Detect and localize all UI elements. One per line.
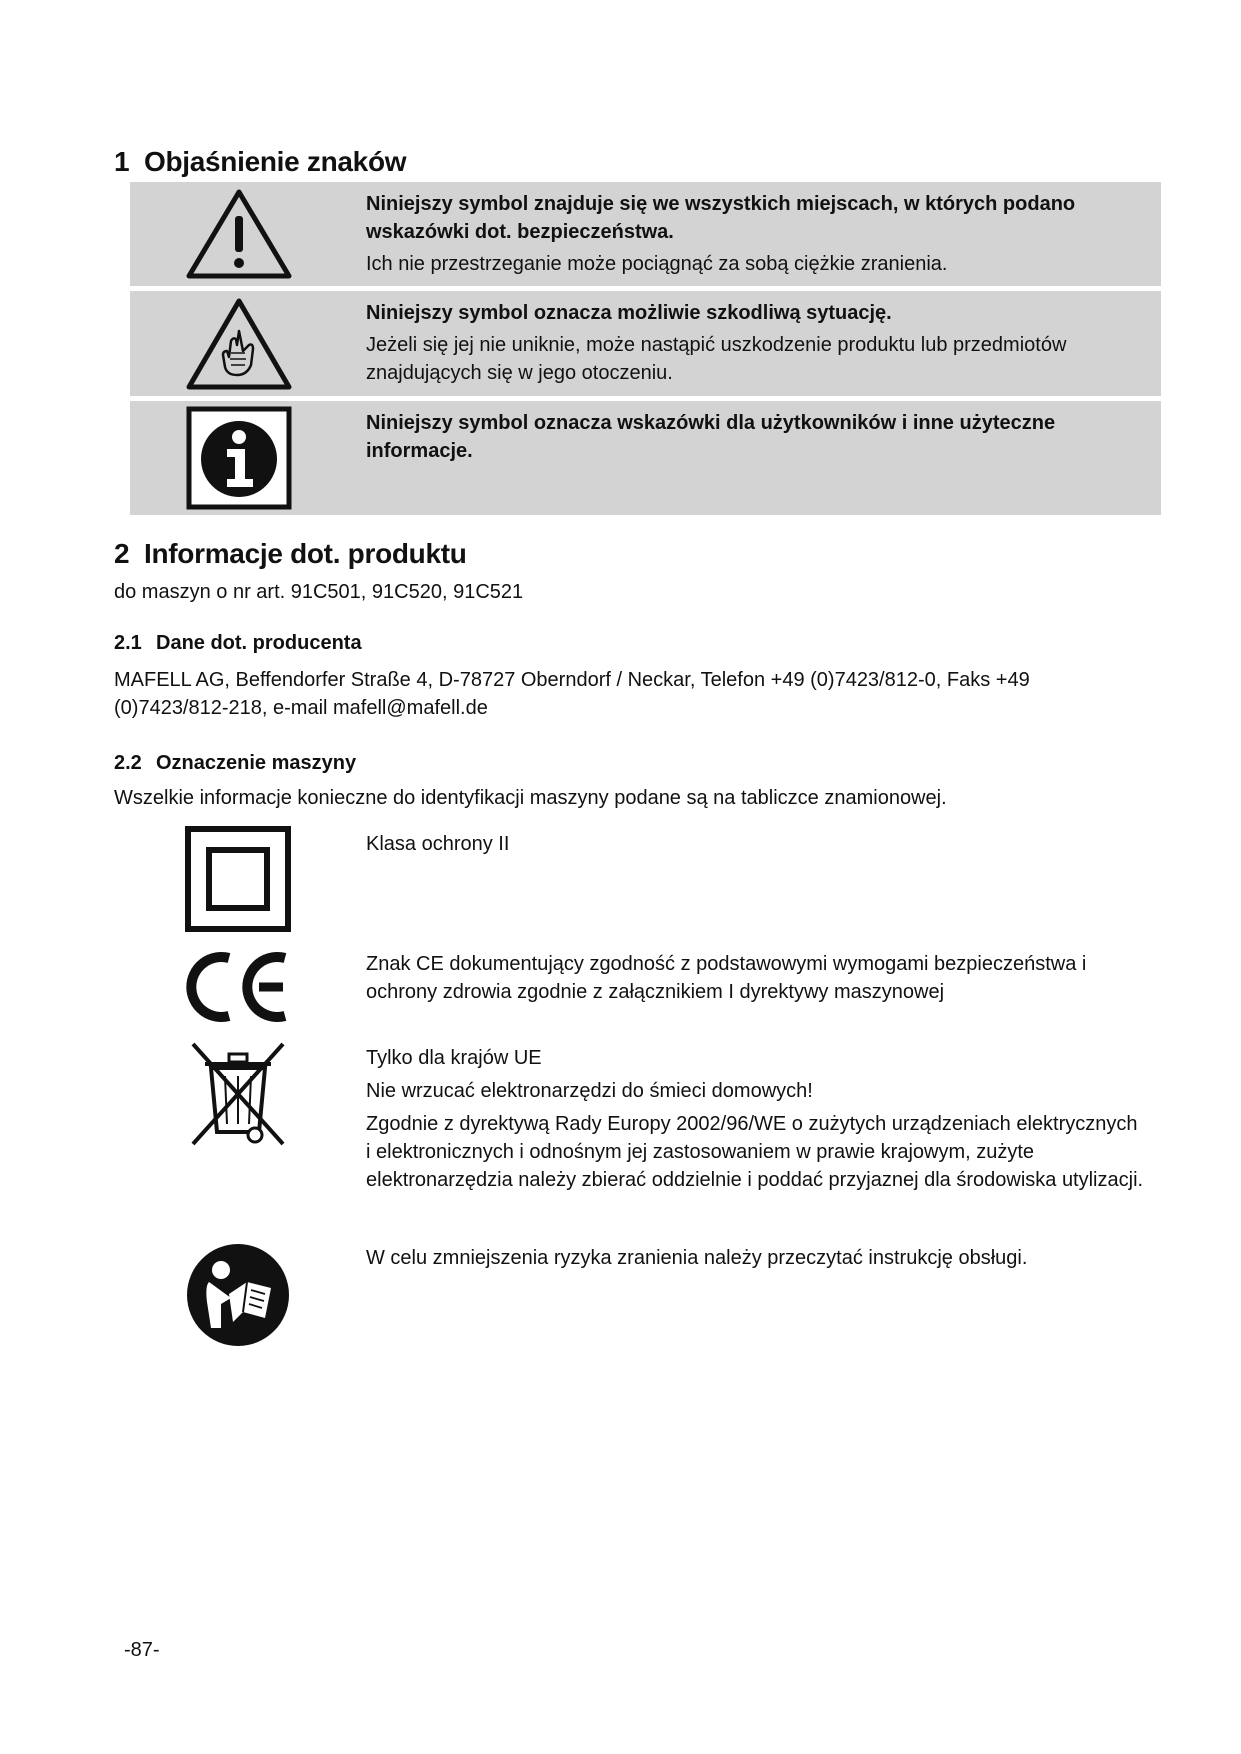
symbol-row-caution-bold: Niniejszy symbol oznacza możliwie szkodliwą sytuację. <box>366 302 892 324</box>
subsection-2-1-heading <box>114 632 362 655</box>
section-1-title: Objaśnienie znaków <box>144 146 407 177</box>
symbol-row-caution <box>130 291 1161 396</box>
read-manual-icon <box>185 1242 291 1348</box>
page-number: -87- <box>124 1639 160 1661</box>
mark-ce-line: Znak CE dokumentujący zgodność z podstawowymi wymogami bezpieczeństwa i ochrony zdrowia zgodnie z załącznikiem I dyrektywy maszynowej <box>366 953 1087 1003</box>
subsection-2-2-number: 2.2 <box>114 752 142 774</box>
symbol-row-caution-desc: Jeżeli się jej nie uniknie, może nastąpić uszkodzenie produktu lub przedmiotów znajdujących się w jego otoczeniu. <box>366 334 1067 384</box>
symbol-row-info <box>130 401 1161 515</box>
mark-weee-text <box>366 1044 1146 1199</box>
mark-manual-line: W celu zmniejszenia ryzyka zranienia należy przeczytać instrukcję obsługi. <box>366 1247 1028 1269</box>
info-icon <box>185 405 293 511</box>
mark-protection-class-text <box>366 830 1146 863</box>
symbol-row-info-text <box>366 409 1126 465</box>
symbol-row-info-bold: Niniejszy symbol oznacza wskazówki dla użytkowników i inne użyteczne informacje. <box>366 412 1056 462</box>
protection-class-ii-icon <box>185 826 291 932</box>
section-1-number: 1 <box>114 146 130 177</box>
symbol-row-warning <box>130 182 1161 286</box>
symbol-row-warning-bold: Niniejszy symbol znajduje się we wszystkich miejscach, w których podano wskazówki dot. bezpieczeństwa. <box>366 193 1076 243</box>
symbol-row-caution-text <box>366 299 1126 387</box>
subsection-2-1-number: 2.1 <box>114 632 142 654</box>
manufacturer-line-1: MAFELL AG, Beffendorfer Straße 4, D-78727 Oberndorf / Neckar, Telefon +49 (0)7423/812-0, Faks +49 <box>114 669 1030 691</box>
manufacturer-line-2: (0)7423/812-218, e-mail mafell@mafell.de <box>114 697 488 719</box>
subsection-2-2-title: Oznaczenie maszyny <box>156 752 357 774</box>
section-2-title: Informacje dot. produktu <box>144 538 467 569</box>
section-2-heading <box>114 538 467 570</box>
symbol-row-warning-desc: Ich nie przestrzeganie może pociągnąć za sobą ciężkie zranienia. <box>366 253 948 275</box>
ce-mark-icon <box>185 950 291 1024</box>
mark-manual-text <box>366 1244 1146 1277</box>
machine-marking-intro: Wszelkie informacje konieczne do identyfikacji maszyny podane są na tabliczce znamionowej. <box>114 787 947 809</box>
mark-weee-line-2: Nie wrzucać elektronarzędzi do śmieci domowych! <box>366 1080 813 1102</box>
warning-triangle-icon <box>185 186 293 282</box>
mark-protection-class-line: Klasa ochrony II <box>366 833 510 855</box>
mark-weee-line-3: Zgodnie z dyrektywą Rady Europy 2002/96/WE o zużytych urządzeniach elektrycznych i elektronicznych i odnośnym jej zastosowaniem w prawie krajowym, zużyte elektronarzędzia należy zbierać oddzielnie i poddać przyjaznej dla środowiska utylizacji. <box>366 1113 1144 1191</box>
section-2-number: 2 <box>114 538 130 569</box>
product-intro: do maszyn o nr art. 91C501, 91C520, 91C521 <box>114 581 524 603</box>
mark-weee-line-1: Tylko dla krajów UE <box>366 1047 542 1069</box>
section-1-heading <box>114 146 406 178</box>
weee-crossed-bin-icon <box>185 1040 291 1146</box>
symbol-row-warning-text <box>366 190 1126 278</box>
caution-hand-triangle-icon <box>185 295 293 393</box>
subsection-2-2-heading <box>114 752 356 775</box>
subsection-2-1-title: Dane dot. producenta <box>156 632 362 654</box>
mark-ce-text <box>366 950 1146 1011</box>
